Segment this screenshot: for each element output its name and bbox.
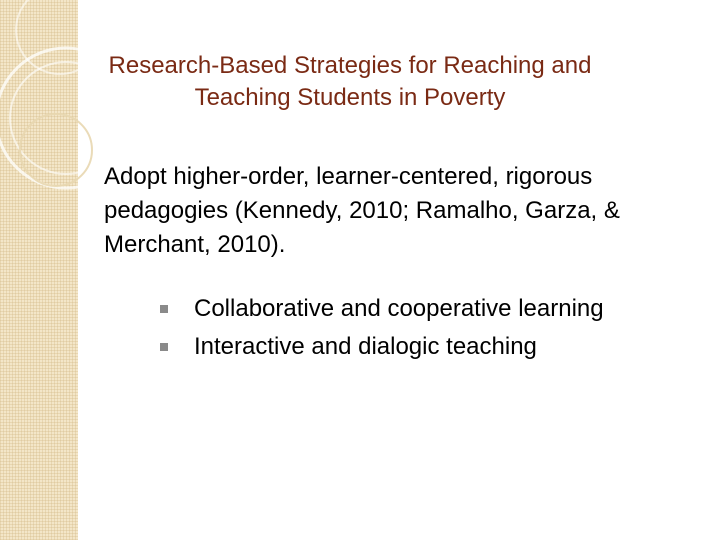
- bullet-text: Interactive and dialogic teaching: [194, 333, 537, 360]
- slide-title-line-1: Research-Based Strategies for Reaching and: [108, 52, 592, 79]
- square-bullet-icon: [160, 305, 168, 313]
- slide-body-text: Adopt higher-order, learner-centered, rigorous pedagogies (Kennedy, 2010; Ramalho, Garza, & Merchant, 2010).: [104, 163, 620, 258]
- slide-title-line-2: Teaching Students in Poverty: [194, 84, 506, 111]
- bullet-item: [160, 290, 700, 328]
- slide-title: [40, 50, 660, 114]
- square-bullet-icon: [160, 343, 168, 351]
- bullet-item: [160, 328, 700, 366]
- bullet-list: [160, 290, 700, 366]
- bullet-text: Collaborative and cooperative learning: [194, 295, 604, 322]
